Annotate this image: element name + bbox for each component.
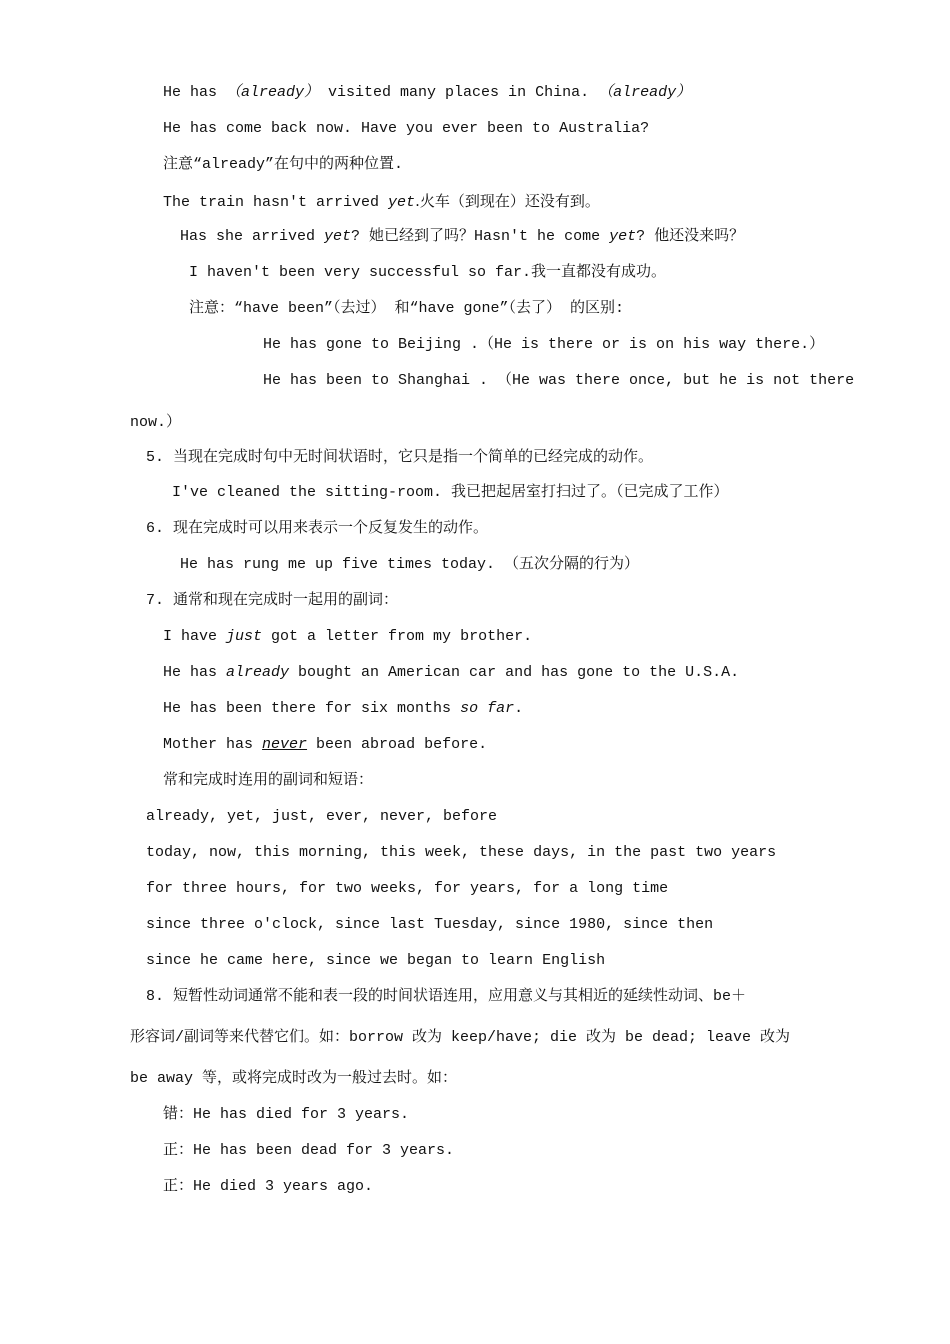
example-line: [180, 227, 744, 247]
emphasis: so far: [460, 700, 515, 717]
example-line: I haven't been very successful so far.我一直都没有成功。: [189, 264, 667, 281]
paragraph-line: 形容词/副词等来代替它们。如：borrow 改为 keep/have; die 改为 be dead; leave 改为: [130, 1029, 791, 1046]
text: Has she arrived: [180, 228, 325, 245]
example-line: 错：He has died for 3 years.: [163, 1106, 410, 1123]
paragraph-line: be away 等，或将完成时改为一般过去时。如：: [130, 1070, 458, 1087]
text: He has been there for six months: [163, 700, 461, 717]
example-line: He has gone to Beijing .（He is there or is on his way there.）: [263, 336, 825, 353]
emphasis: （already）: [598, 84, 692, 101]
example-line: 正：He has been dead for 3 years.: [163, 1142, 455, 1159]
rule-heading: 7. 通常和现在完成时一起用的副词：: [146, 592, 399, 609]
text: bought an American car and has gone to the U.S.A.: [289, 664, 740, 681]
emphasis: （already）: [226, 84, 320, 101]
text: .: [514, 700, 524, 717]
text: got a letter from my brother.: [262, 628, 533, 645]
emphasis: yet: [388, 194, 416, 211]
note-line: 注意：“have been”（去过） 和“have gone”（去了） 的区别:: [189, 300, 625, 317]
example-line: [163, 191, 600, 213]
example-line: He has rung me up five times today. （五次分隔的行为）: [180, 556, 640, 573]
emphasis: yet: [324, 228, 352, 245]
subheading: 常和完成时连用的副词和短语：: [163, 772, 374, 789]
rule-heading: 8. 短暂性动词通常不能和表一段的时间状语连用，应用意义与其相近的延续性动词、be＋: [146, 988, 747, 1005]
rule-heading: 6. 现在完成时可以用来表示一个反复发生的动作。: [146, 520, 489, 537]
example-line: He has been to Shanghai . （He was there once, but he is not there: [263, 372, 855, 389]
text: ? 他还没来吗？: [636, 228, 745, 245]
text: been abroad before.: [307, 736, 488, 753]
adverb-list: for three hours, for two weeks, for years, for a long time: [146, 880, 669, 897]
underlined-emphasis: never: [262, 736, 308, 753]
adverb-list: today, now, this morning, this week, these days, in the past two years: [146, 844, 777, 861]
text: Mother has: [163, 736, 263, 753]
example-line: [163, 663, 739, 683]
adverb-list: since three o'clock, since last Tuesday, since 1980, since then: [146, 916, 714, 933]
example-line: now.）: [130, 414, 182, 431]
example-line: He has come back now. Have you ever been to Australia?: [163, 120, 650, 137]
note-line: 注意“already”在句中的两种位置.: [163, 156, 404, 173]
text: ? 她已经到了吗？Hasn't he come: [351, 228, 610, 245]
text: .火车（到现在）还没有到。: [415, 192, 600, 210]
emphasis: yet: [609, 228, 637, 245]
text: He has: [163, 84, 227, 101]
emphasis: already: [226, 664, 290, 681]
example-line: I've cleaned the sitting-room. 我已把起居室打扫过了。（已完成了工作）: [172, 484, 729, 501]
adverb-list: already, yet, just, ever, never, before: [146, 808, 498, 825]
example-line: [163, 83, 691, 103]
example-line: [163, 699, 523, 719]
example-line: [163, 627, 532, 647]
text: He has: [163, 664, 227, 681]
example-line: 正：He died 3 years ago.: [163, 1178, 374, 1195]
rule-heading: 5. 当现在完成时句中无时间状语时，它只是指一个简单的已经完成的动作。: [146, 449, 654, 466]
example-line: [163, 735, 487, 755]
text: The train hasn't arrived: [163, 194, 389, 211]
text: I have: [163, 628, 227, 645]
text: visited many places in China.: [319, 84, 599, 101]
emphasis: just: [226, 628, 263, 645]
adverb-list: since he came here, since we began to learn English: [146, 952, 606, 969]
